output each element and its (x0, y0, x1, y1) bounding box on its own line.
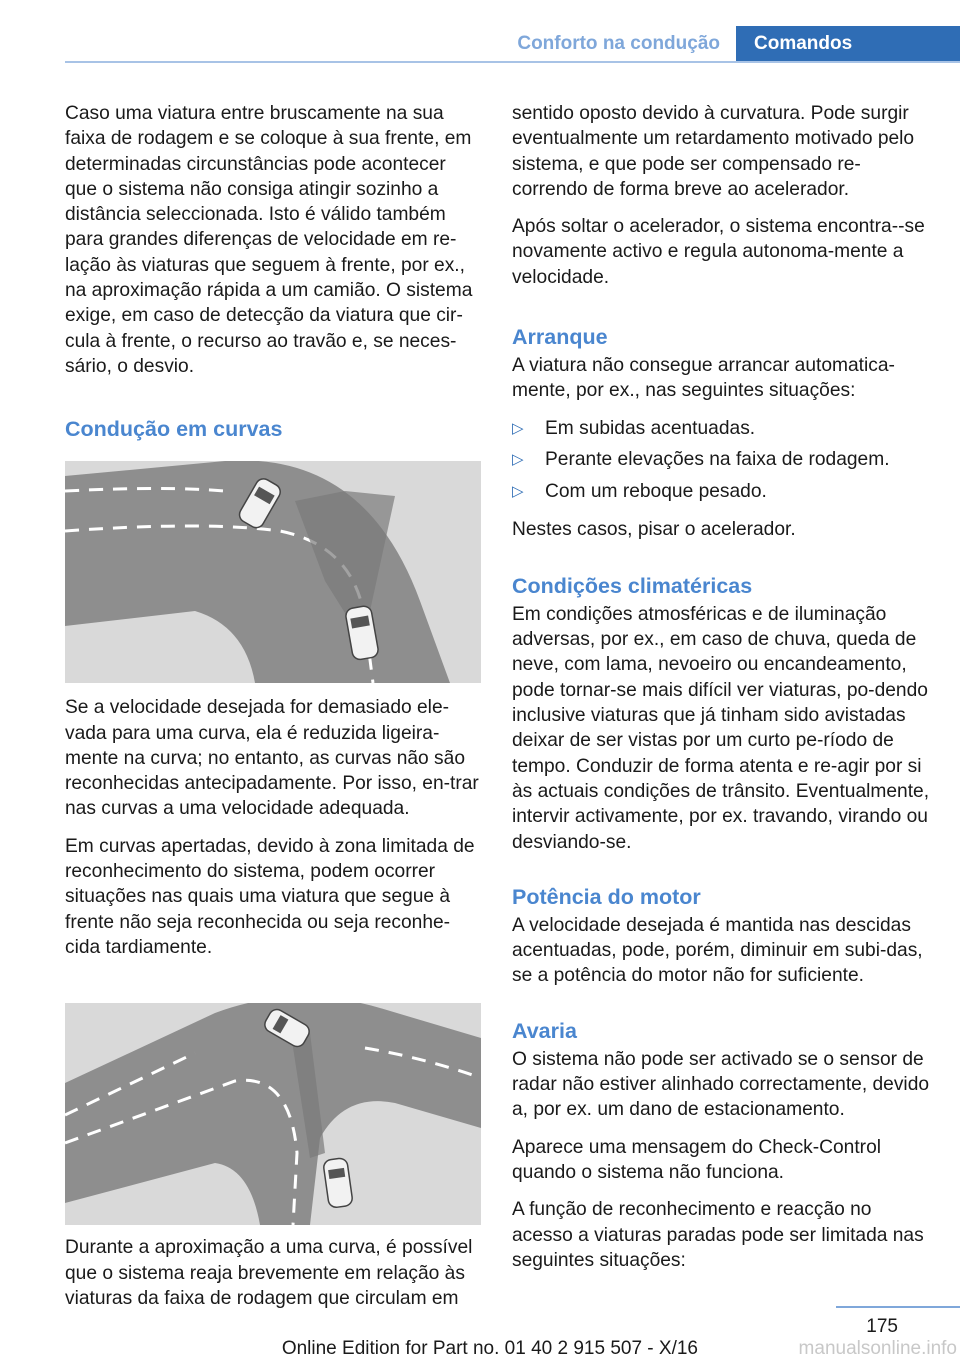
paragraph-tight-curves: Em curvas apertadas, devido à zona limitada de reconhecimento do sistema, podem ocorrer situações nas quais uma viatura que segue à frente não seja reconhecida ou seja reconhe-cida tardiamente. (65, 835, 475, 958)
heading-condicoes-climatericas: Condições climatéricas (512, 573, 753, 598)
right-column (512, 101, 932, 1285)
paragraph-cut-in: Caso uma viatura entre bruscamente na sua faixa de rodagem e se coloque à sua frente, em determinadas circunstâncias pode acontecer que o sistema não consiga atingir sozinho a distância seleccionada. Isto é válido também para grandes diferenças de velocidade em re-lação às viaturas que seguem à frente, por ex., na aproximação rápida a um camião. O sistema exige, em caso de detecção da viatura que cir-cula à frente, o recurso ao travão e, se neces-sário, o desvio. (65, 103, 473, 377)
triangle-bullet-icon: ▷ (512, 451, 524, 469)
paragraph-speed-curve: Se a velocidade desejada for demasiado ele-vada para uma curva, ela é reduzida ligeira-mente na curva; no entanto, as curvas não são reconhecidas antecipadamente. Por isso, en-trar nas curvas a uma velocidade adequada. (65, 697, 479, 820)
start-situations-list (512, 416, 932, 505)
page-number: 175 (866, 1316, 898, 1337)
curve-illustration-1 (65, 461, 481, 683)
curve-illustration-2 (65, 1003, 481, 1225)
paragraph-check-control: Aparece uma mensagem do Check-Control quando o sistema não funciona. (512, 1136, 882, 1183)
paragraph-opposite-direction: sentido oposto devido à curvatura. Pode surgir eventualmente um retardamento motivado pelo sistema, e que pode ser compensado re-correndo de forma breve ao acelerador. (512, 103, 915, 200)
footer-divider (836, 1306, 960, 1308)
paragraph-radar-sensor: O sistema não pode ser activado se o sensor de radar não estiver alinhado correctamente, devido a, por ex. um dano de estacionamento. (512, 1048, 930, 1121)
heading-arranque: Arranque (512, 325, 608, 350)
left-column (65, 101, 481, 1323)
triangle-bullet-icon: ▷ (512, 483, 524, 501)
paragraph-engine-power: A velocidade desejada é mantida nas descidas acentuadas, pode, porém, diminuir em subi-das, se a potência do motor não for suficiente. (512, 914, 923, 987)
paragraph-approach-curve: Durante a aproximação a uma curva, é possível que o sistema reaja brevemente em relação às viaturas da faixa de rodagem que circulam em (65, 1237, 473, 1309)
heading-potencia-motor: Potência do motor (512, 884, 701, 909)
paragraph-release-accelerator: Após soltar o acelerador, o sistema encontra--se novamente activo e regula autonoma-mente a velocidade. (512, 216, 925, 288)
paragraph-press-accelerator: Nestes casos, pisar o acelerador. (512, 518, 796, 540)
header-divider (65, 61, 960, 63)
paragraph-weather: Em condições atmosféricas e de iluminação adversas, por ex., em caso de chuva, queda de neve, com lama, nevoeiro ou encandeamento, pode tornar-se mais difícil ver viaturas, po-dendo inclusive viaturas que já tinham sido avistadas deixar de ser vistas por um curto pe-ríodo de tempo. Conduzir de forma atenta e re-agir por si às actuais condições de trânsito. Eventualmente, intervir activamente, por ex. travando, virando ou desviando-se. (512, 603, 930, 853)
watermark: manualsonline.info (798, 1338, 957, 1359)
edition-note: Online Edition for Part no. 01 40 2 915 507 - X/16 (281, 1338, 698, 1359)
paragraph-start-situations: A viatura não consegue arrancar automatica-mente, por ex., nas seguintes situações: (512, 355, 895, 402)
paragraph-stopped-vehicles: A função de reconhecimento e reacção no acesso a viaturas paradas pode ser limitada nas seguintes situações: (512, 1199, 924, 1271)
header-chapter-tab: Comandos (736, 26, 960, 61)
list-item: ▷ Em subidas acentuadas. (512, 416, 932, 441)
heading-curvas: Condução em curvas (65, 417, 283, 442)
list-item: ▷ Com um reboque pesado. (512, 479, 932, 504)
header-section-title: Conforto na condução (517, 33, 720, 54)
list-item: ▷ Perante elevações na faixa de rodagem. (512, 447, 932, 472)
triangle-bullet-icon: ▷ (512, 419, 524, 437)
heading-avaria: Avaria (512, 1018, 577, 1043)
